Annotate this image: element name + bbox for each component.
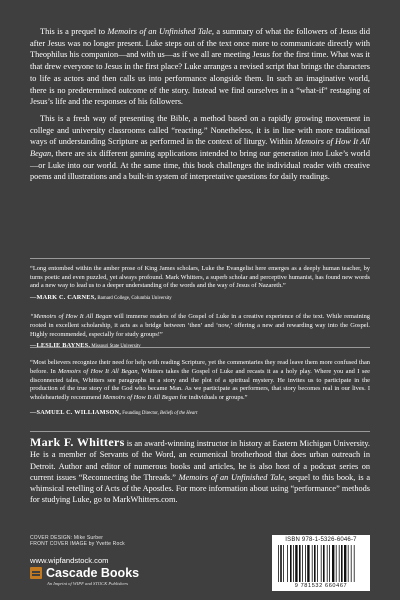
book-description <box>30 26 370 188</box>
endorsement-quote-1: “Long entombed within the amber prose of King James scholars, Luke the Evangelist here emerges as a deeply human teacher, by turns poetic and even puzzled, yet always profound. Mark Whitters, a superb scholar and perceptive humanist, has found new words and a new way to lead us to a deeper understanding of the words and the way of Jesus of Nazareth.” <box>30 265 370 290</box>
divider-bottom <box>30 431 370 432</box>
endorsement-quote-3: “Most believers recognize their need for help with reading Scripture, yet the commentaries they read leave them more confused than before. In Memoirs of How It All Began, Whitters takes the Gospel of Luke and recasts it as a holy play. Where you and I see disconnected tales, Whitters see paragraphs in a story and the plot of a spiritual mystery. He invites us to participate in the production of the true story of the God who became Man. As we participate as performers, that story becomes real in our lives. I wholeheartedly recommend Memoirs of How It All Began for individuals or groups.” <box>30 359 371 401</box>
endorsement-attribution-2: —LESLIE BAYNES, Missouri State University <box>30 342 141 350</box>
barcode-bars <box>277 545 365 582</box>
isbn-barcode <box>272 535 370 591</box>
endorsement-attribution-1: —MARK C. CARNES, Barnard College, Columbia University <box>30 293 172 301</box>
publisher-logo <box>30 566 139 580</box>
author-bio: Mark F. Whitters is an award-winning instructor in history at Eastern Michigan University. He is a member of Servants of the Word, an ecumenical brotherhood that does urban outreach in Detroit. Author and editor of numerous books and articles, he is also host of a podcast series on current issues “Reconnecting the Threads.” Memoirs of an Unfinished Tale, sequel to this book, is a whimsical retelling of Acts of the Apostles. For more information about using “performance” methods for studying Luke, go to MarkWhitters.com. <box>30 435 371 505</box>
cover-image-credit: FRONT COVER IMAGE by Yvette Rock <box>30 541 125 548</box>
author-name: Mark F. Whitters <box>30 435 125 449</box>
barcode-number: 9 781532 660467 <box>294 583 348 589</box>
endorsement-quote-2: “Memoirs of How It All Began will immerse readers of the Gospel of Luke in a creative experience of the text. While remaining rooted in excellent scholarship, it acts as a bridge between ‘then’ and ‘now,’ offering a new and rewarding way into the Gospel. Highly recommended, especially for study groups!” <box>30 313 371 338</box>
design-credits <box>30 535 125 547</box>
divider-top <box>30 258 370 259</box>
description-paragraph-1: This is a prequel to Memoirs of an Unfinished Tale, a summary of what the followers of Jesus did after Jesus was no longer present. Luke steps out of the text once more to communicate directly with Theophilus his companion—and with us—as if we all are meeting Jesus for the first time. What was it that drew everyone to Jesus in the first place? Luke arranges a revised script that brings the characters to life as actors and then calls us into performance alongside them. In such an imaginative world, there is no predetermined outcome of the story. Instead we find ourselves in a “what-if” restaging of Jesus’s life and the responses of his followers. <box>30 27 370 107</box>
cover-design-credit: COVER DESIGN: Mike Surber <box>30 535 104 541</box>
publisher-imprint: An Imprint of WIPF and STOCK Publishers <box>47 581 129 586</box>
endorsement-attribution-3: —SAMUEL C. WILLIAMSON, Founding Director, Beliefs of the Heart <box>30 408 198 416</box>
cascade-logo-icon <box>30 567 42 579</box>
divider-middle <box>30 347 370 348</box>
description-paragraph-2: This is a fresh way of presenting the Bible, a method based on a rapidly growing movement in college and university classrooms called “reacting.” Nonetheless, it is in line with more traditional ways of understanding Scripture as performed in the context of liturgy. Within Memoirs of How It All Began, there are six different gaming applications intended to bring our generation into Luke’s world—or Luke into our world. At the same time, this book challenges the individual reader with creative poems and illustrations and a built-in system of interpretative questions for daily readings. <box>30 113 370 182</box>
publisher-name: Cascade Books <box>46 566 140 580</box>
endorsements-group-2 <box>30 353 370 428</box>
isbn-label: ISBN 978-1-5326-6046-7 <box>285 537 357 543</box>
publisher-url[interactable]: www.wipfandstock.com <box>30 556 109 565</box>
